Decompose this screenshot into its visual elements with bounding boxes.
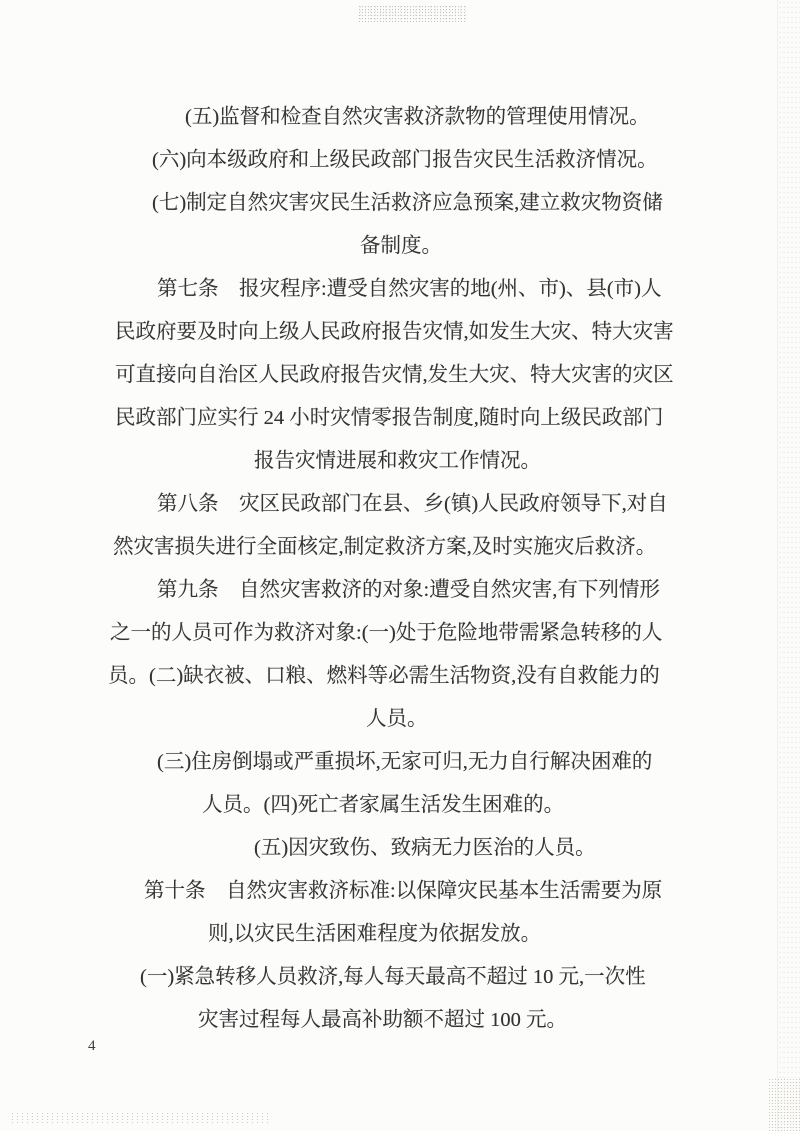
page-number: 4 [88, 1038, 96, 1054]
doc-line-18: (五)因灾致伤、致病无力医治的人员。 [254, 837, 596, 859]
doc-line-5: 第七条 报灾程序:遭受自然灾害的地(州、市)、县(市)人 [157, 278, 662, 300]
doc-line-9: 报告灾情进展和救灾工作情况。 [254, 450, 541, 472]
doc-line-3: (七)制定自然灾害灾民生活救济应急预案,建立救灾物资储 [152, 192, 663, 214]
doc-line-19: 第十条 自然灾害救济标准:以保障灾民基本生活需要为原 [144, 880, 663, 902]
scan-edge-right [777, 0, 800, 1131]
scan-noise-top [358, 5, 466, 22]
document-body [108, 96, 708, 1042]
doc-line-22: 灾害过程每人最高补助额不超过 100 元。 [198, 1009, 567, 1031]
doc-line-2: (六)向本级政府和上级民政部门报告灾民生活救济情况。 [152, 149, 658, 171]
doc-line-17: 人员。(四)死亡者家属生活发生困难的。 [202, 794, 565, 816]
doc-line-7: 可直接向自治区人民政府报告灾情,发生大灾、特大灾害的灾区 [115, 364, 674, 386]
scan-noise-bottom-left [10, 1112, 268, 1124]
doc-line-21: (一)紧急转移人员救济,每人每天最高不超过 10 元,一次性 [140, 966, 646, 988]
doc-line-16: (三)住房倒塌或严重损坏,无家可归,无力自行解决困难的 [157, 751, 653, 773]
doc-line-4: 备制度。 [360, 235, 442, 257]
doc-line-8: 民政部门应实行 24 小时灾情零报告制度,随时向上级民政部门 [115, 407, 664, 429]
doc-line-15: 人员。 [366, 708, 428, 730]
doc-line-6: 民政府要及时向上级人民政府报告灾情,如发生大灾、特大灾害 [115, 321, 674, 343]
doc-line-1: (五)监督和检查自然灾害救济款物的管理使用情况。 [185, 106, 650, 128]
scan-noise-bottom-right [768, 1078, 800, 1131]
doc-line-13: 之一的人员可作为救济对象:(一)处于危险地带需紧急转移的人 [110, 622, 663, 644]
doc-line-10: 第八条 灾区民政部门在县、乡(镇)人民政府领导下,对自 [157, 493, 668, 515]
doc-line-14: 员。(二)缺衣被、口粮、燃料等必需生活物资,没有自救能力的 [108, 665, 660, 687]
doc-line-12: 第九条 自然灾害救济的对象:遭受自然灾害,有下列情形 [157, 579, 660, 601]
doc-line-20: 则,以灾民生活困难程度为依据发放。 [208, 923, 542, 945]
doc-line-11: 然灾害损失进行全面核定,制定救济方案,及时实施灾后救济。 [113, 536, 657, 558]
